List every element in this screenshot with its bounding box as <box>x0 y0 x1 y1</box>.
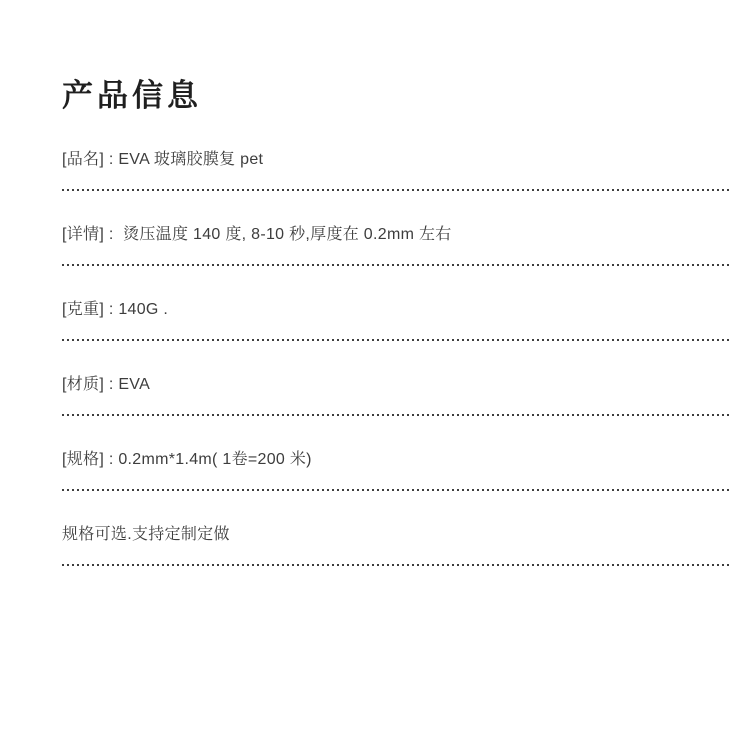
dotted-divider <box>62 414 732 416</box>
page-title: 产品信息 <box>62 78 202 113</box>
field-text-material: [材质] : EVA <box>62 375 151 393</box>
field-row-gram-weight <box>62 300 732 341</box>
field-text-gram-weight: [克重] : 140G . <box>62 300 169 318</box>
dotted-divider <box>62 264 732 266</box>
dotted-divider <box>62 564 732 566</box>
dotted-divider <box>62 189 732 191</box>
dotted-divider <box>62 489 732 491</box>
field-text-details: [详情] : 烫压温度 140 度, 8-10 秒,厚度在 0.2mm 左右 <box>62 225 452 243</box>
field-row-details <box>62 225 732 266</box>
dotted-divider <box>62 339 732 341</box>
field-text-product-name: [品名] : EVA 玻璃胶膜复 pet <box>62 150 264 168</box>
field-row-material <box>62 375 732 416</box>
field-row-specification <box>62 450 732 491</box>
field-row-product-name <box>62 150 732 191</box>
field-text-note: 规格可选.支持定制定做 <box>62 525 230 543</box>
field-text-specification: [规格] : 0.2mm*1.4m( 1卷=200 米) <box>62 450 312 468</box>
field-row-note <box>62 525 732 566</box>
